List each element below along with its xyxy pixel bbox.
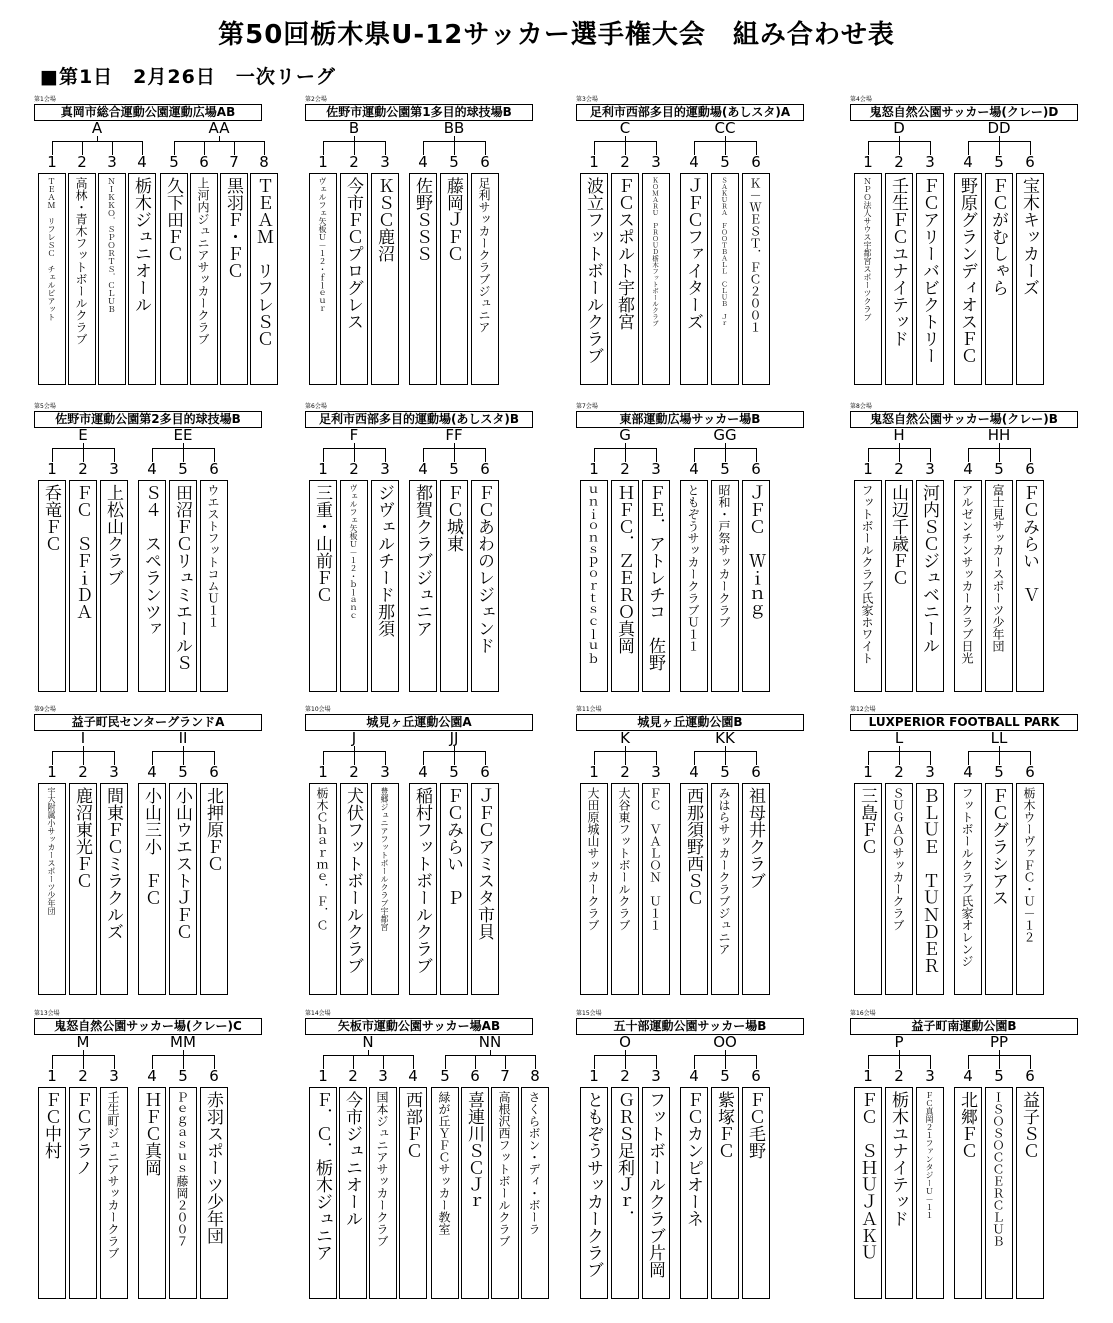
team-name: 栃木ジュニオール xyxy=(128,173,156,385)
team-name: 佐野ＳＳＳ xyxy=(409,173,437,385)
team-number: 4 xyxy=(408,1067,418,1085)
team-name: ＪＦＣアミスタ市貝 xyxy=(471,783,499,995)
group-label: B xyxy=(348,119,360,137)
team-number: 4 xyxy=(963,460,973,478)
team-name: 三重・山前ＦＣ xyxy=(309,480,337,692)
team-name: ＦＣ ＳＦｉＤＡ xyxy=(69,480,97,692)
team-number: 1 xyxy=(318,153,328,171)
venue-name: 佐野市運動公園第1多目的球技場B xyxy=(305,104,533,121)
team-name: 小山三小 ＦＣ xyxy=(138,783,166,995)
team-number: 6 xyxy=(751,153,761,171)
team-name: 赤羽スポーツ少年団 xyxy=(200,1087,228,1299)
group-label: J xyxy=(351,729,357,747)
team-number: 5 xyxy=(449,763,459,781)
venue-name: 矢板市運動公園サッカー場AB xyxy=(305,1018,533,1035)
team-number: 1 xyxy=(863,1067,873,1085)
team-name: ＦＣ毛野 xyxy=(742,1087,770,1299)
team-name: 昭和・戸祭サッカークラブ xyxy=(711,480,739,692)
team-name: ＨＦＣ真岡 xyxy=(138,1087,166,1299)
venue-number: 第7会場 xyxy=(576,403,598,410)
team-number: 6 xyxy=(1025,763,1035,781)
team-number: 5 xyxy=(994,153,1004,171)
team-name: ＴＥＡＭ リフレＳＣ xyxy=(250,173,278,385)
group-label: KK xyxy=(715,729,735,747)
team-number: 3 xyxy=(380,153,390,171)
venue-block xyxy=(305,97,573,407)
group-label: F xyxy=(349,426,359,444)
team-number: 5 xyxy=(720,763,730,781)
team-number: 5 xyxy=(178,460,188,478)
team-number: 5 xyxy=(720,460,730,478)
team-name: 栃木ユナイテッド xyxy=(885,1087,913,1299)
venue-name: 東部運動広場サッカー場B xyxy=(576,411,804,428)
venue-number: 第4会場 xyxy=(850,96,872,103)
team-number: 2 xyxy=(349,460,359,478)
team-number: 3 xyxy=(651,153,661,171)
team-name: フットボールクラブ氏家ホワイト xyxy=(854,480,882,692)
team-number: 4 xyxy=(963,763,973,781)
day-subtitle: ■第1日 2月26日 一次リーグ xyxy=(40,66,336,88)
team-number: 3 xyxy=(925,1067,935,1085)
team-name: 壬生ＦＣユナイテッド xyxy=(885,173,913,385)
team-name: 上松山クラブ xyxy=(100,480,128,692)
page-title: 第50回栃木県U-12サッカー選手権大会 組み合わせ表 xyxy=(218,20,895,50)
team-name: ＮＩＫＫＯ．ＳＰＯＲＴＳ．ＣＬＵＢ xyxy=(98,173,126,385)
team-number: 6 xyxy=(751,460,761,478)
team-number: 8 xyxy=(530,1067,540,1085)
team-name: ともぞうサッカークラブ xyxy=(580,1087,608,1299)
team-name: 栃木Ｃｈａｒｍｅ．Ｆ．Ｃ xyxy=(309,783,337,995)
team-name: 稲村フットボールクラブ xyxy=(409,783,437,995)
team-number: 2 xyxy=(894,460,904,478)
team-name: 豊郷ジュニアフットボールクラブ宇都宮 xyxy=(371,783,399,995)
venue-block xyxy=(305,707,573,1017)
team-name: アルゼンチンサッカークラブ日光 xyxy=(954,480,982,692)
team-number: 6 xyxy=(1025,153,1035,171)
team-number: 6 xyxy=(1025,1067,1035,1085)
team-name: 間東ＦＣミラクルズ xyxy=(100,783,128,995)
venue-block xyxy=(850,707,1113,1017)
team-number: 6 xyxy=(199,153,209,171)
venue-number: 第13会場 xyxy=(34,1010,60,1017)
team-name: ともぞうサッカークラブＵ１１ xyxy=(680,480,708,692)
bracket-bar xyxy=(323,1055,413,1056)
team-name: 西部ＦＣ xyxy=(399,1087,427,1299)
team-name: ＢＬＵＥ ＴＵＮＤＥＲ xyxy=(916,783,944,995)
team-number: 3 xyxy=(109,460,119,478)
team-name: ＳＡＫＵＲＡ ＦＯＯＴＢＡＬＬ ＣＬＵＢ Ｊｒ xyxy=(711,173,739,385)
team-name: ＧＲＳ足利Ｊｒ． xyxy=(611,1087,639,1299)
team-name: 今市ジュニオール xyxy=(339,1087,367,1299)
team-name: ＦＣスポルト宇都宮 xyxy=(611,173,639,385)
team-number: 3 xyxy=(380,763,390,781)
group-label: C xyxy=(619,119,631,137)
venue-block xyxy=(34,404,302,714)
venue-number: 第15会場 xyxy=(576,1010,602,1017)
team-number: 4 xyxy=(418,763,428,781)
team-number: 4 xyxy=(147,1067,157,1085)
team-name: 喜連川ＳＣＪｒ xyxy=(461,1087,489,1299)
team-number: 4 xyxy=(963,153,973,171)
team-number: 2 xyxy=(894,763,904,781)
team-name: 紫塚ＦＣ xyxy=(711,1087,739,1299)
venue-name: 益子町民センターグランドA xyxy=(34,714,262,731)
team-name: ＦＣ真岡２１ファンタジーＵ－１１ xyxy=(916,1087,944,1299)
venue-name: 益子町南運動公園B xyxy=(850,1018,1078,1035)
team-number: 5 xyxy=(720,1067,730,1085)
team-name: 緑が丘ＹＦＣサッカー教室 xyxy=(431,1087,459,1299)
venue-name: 鬼怒自然公園サッカー場(クレー)D xyxy=(850,104,1078,121)
bracket-bar xyxy=(445,1055,535,1056)
team-number: 1 xyxy=(318,1067,328,1085)
group-label: G xyxy=(619,426,631,444)
team-name: ＦＣあわのレジェンド xyxy=(471,480,499,692)
venue-number: 第6会場 xyxy=(305,403,327,410)
team-name: 宝木キッカーズ xyxy=(1016,173,1044,385)
team-number: 3 xyxy=(109,763,119,781)
team-name: ＫＳＣ鹿沼 xyxy=(371,173,399,385)
venue-name: 鬼怒自然公園サッカー場(クレー)C xyxy=(34,1018,262,1035)
team-number: 2 xyxy=(620,763,630,781)
venue-name: 足利市西部多目的運動場(あしスタ)A xyxy=(576,104,804,121)
team-name: ＦＣ ＶＡＬＯＮ Ｕ１１ xyxy=(642,783,670,995)
team-name: ＦＥ．アトレチコ 佐野 xyxy=(642,480,670,692)
team-number: 3 xyxy=(925,763,935,781)
venue-name: 城見ヶ丘運動公園A xyxy=(305,714,533,731)
team-name: ＩＳＯＳＯＣＣＥＲＣＬＵＢ xyxy=(985,1087,1013,1299)
team-number: 7 xyxy=(500,1067,510,1085)
group-label: I xyxy=(80,729,86,747)
team-name: 国本ジュニアサッカークラブ xyxy=(369,1087,397,1299)
team-number: 5 xyxy=(449,460,459,478)
team-number: 1 xyxy=(589,763,599,781)
team-number: 4 xyxy=(418,460,428,478)
venue-block xyxy=(34,97,302,407)
team-name: 山辺千歳ＦＣ xyxy=(885,480,913,692)
group-label: E xyxy=(78,426,88,444)
team-name: Ｋ－ＷＥＳＴ．ＦＣ２００１ xyxy=(742,173,770,385)
venue-number: 第1会場 xyxy=(34,96,56,103)
team-name: 益子ＳＣ xyxy=(1016,1087,1044,1299)
team-name: ＮＰＯ法人サウス宇都宮スポーツクラブ xyxy=(854,173,882,385)
team-name: 高林・青木フットボールクラブ xyxy=(68,173,96,385)
team-number: 6 xyxy=(1025,460,1035,478)
team-number: 6 xyxy=(751,763,761,781)
venue-block xyxy=(850,97,1113,407)
team-number: 3 xyxy=(651,763,661,781)
team-number: 5 xyxy=(994,1067,1004,1085)
group-label: NN xyxy=(478,1033,502,1051)
team-number: 3 xyxy=(925,153,935,171)
team-number: 4 xyxy=(418,153,428,171)
venue-number: 第12会場 xyxy=(850,706,876,713)
team-number: 1 xyxy=(318,763,328,781)
venue-number: 第9会場 xyxy=(34,706,56,713)
team-number: 2 xyxy=(349,153,359,171)
team-number: 4 xyxy=(137,153,147,171)
group-label: BB xyxy=(443,119,465,137)
venue-number: 第3会場 xyxy=(576,96,598,103)
team-name: ＦＣ ＳＨＵＪＡＫＵ xyxy=(854,1087,882,1299)
team-name: 高根沢西フットボールクラブ xyxy=(491,1087,519,1299)
team-number: 6 xyxy=(480,460,490,478)
team-number: 6 xyxy=(480,153,490,171)
team-name: ＦＣ中村 xyxy=(38,1087,66,1299)
team-name: ＦＣグラシアス xyxy=(985,783,1013,995)
team-number: 6 xyxy=(480,763,490,781)
team-number: 3 xyxy=(925,460,935,478)
team-number: 2 xyxy=(78,1067,88,1085)
team-name: ウエストフットコムＵ１１ xyxy=(200,480,228,692)
team-number: 2 xyxy=(620,1067,630,1085)
team-name: ＴＥＡＭ リフレＳＣ チェルビアット xyxy=(38,173,66,385)
team-number: 2 xyxy=(77,153,87,171)
group-label: JJ xyxy=(449,729,459,747)
team-number: 5 xyxy=(178,763,188,781)
team-number: 2 xyxy=(620,153,630,171)
team-number: 1 xyxy=(863,763,873,781)
venue-number: 第5会場 xyxy=(34,403,56,410)
group-label: M xyxy=(76,1033,90,1051)
venue-number: 第2会場 xyxy=(305,96,327,103)
team-name: Ｓ４ スペランツァ xyxy=(138,480,166,692)
group-label: II xyxy=(178,729,188,747)
venue-number: 第14会場 xyxy=(305,1010,331,1017)
team-number: 1 xyxy=(47,763,57,781)
team-number: 5 xyxy=(178,1067,188,1085)
team-name: 北郷ＦＣ xyxy=(954,1087,982,1299)
team-name: ヴェルフェ矢板Ｕ－１２・ｂｌａｎｃ xyxy=(340,480,368,692)
group-label: N xyxy=(362,1033,374,1051)
team-name: ＦＣ城東 xyxy=(440,480,468,692)
team-name: ヴェルフェ矢板Ｕ－１２・ｆｌｅｕｒ xyxy=(309,173,337,385)
bracket-bar xyxy=(174,141,264,142)
team-name: 宇大附属小サッカースポーツ少年団 xyxy=(38,783,66,995)
team-name: 三島ＦＣ xyxy=(854,783,882,995)
team-number: 3 xyxy=(109,1067,119,1085)
team-number: 3 xyxy=(107,153,117,171)
group-label: PP xyxy=(989,1033,1009,1051)
team-name: Ｐｅｇａｓｕｓ藤岡２００７ xyxy=(169,1087,197,1299)
team-number: 3 xyxy=(651,460,661,478)
team-number: 2 xyxy=(620,460,630,478)
team-name: ＪＦＣファイターズ xyxy=(680,173,708,385)
team-number: 1 xyxy=(589,153,599,171)
group-label: K xyxy=(620,729,630,747)
team-name: ジヴェルチード那須 xyxy=(371,480,399,692)
team-name: 犬伏フットボールクラブ xyxy=(340,783,368,995)
group-label: A xyxy=(91,119,103,137)
group-label: O xyxy=(619,1033,631,1051)
team-number: 2 xyxy=(348,1067,358,1085)
team-number: 6 xyxy=(751,1067,761,1085)
team-name: 田沼ＦＣリュミエールＳ xyxy=(169,480,197,692)
team-number: 4 xyxy=(689,460,699,478)
team-name: ＦＣアラノ xyxy=(69,1087,97,1299)
group-label: EE xyxy=(173,426,193,444)
team-number: 5 xyxy=(994,460,1004,478)
team-name: 大田原城山サッカークラブ xyxy=(580,783,608,995)
group-label: D xyxy=(893,119,905,137)
team-number: 1 xyxy=(47,460,57,478)
team-number: 3 xyxy=(378,1067,388,1085)
team-number: 6 xyxy=(470,1067,480,1085)
team-number: 8 xyxy=(259,153,269,171)
team-number: 5 xyxy=(720,153,730,171)
venue-number: 第16会場 xyxy=(850,1010,876,1017)
team-number: 1 xyxy=(863,153,873,171)
team-name: 上河内ジュニアサッカークラブ xyxy=(190,173,218,385)
team-name: 西那須野西ＳＣ xyxy=(680,783,708,995)
venue-name: 鬼怒自然公園サッカー場(クレー)B xyxy=(850,411,1078,428)
team-name: ＦＣアリーバビクトリー xyxy=(916,173,944,385)
team-name: 都賀クラブジュニア xyxy=(409,480,437,692)
team-number: 1 xyxy=(47,153,57,171)
group-label: H xyxy=(893,426,905,444)
team-name: ＪＦＣ Ｗｉｎｇ xyxy=(742,480,770,692)
team-number: 4 xyxy=(147,460,157,478)
team-number: 1 xyxy=(589,1067,599,1085)
team-number: 4 xyxy=(147,763,157,781)
team-number: 1 xyxy=(47,1067,57,1085)
team-number: 4 xyxy=(689,763,699,781)
group-label: DD xyxy=(987,119,1011,137)
venue-name: 城見ヶ丘運動公園B xyxy=(576,714,804,731)
team-number: 6 xyxy=(209,763,219,781)
team-name: フットボールクラブ片岡 xyxy=(642,1087,670,1299)
team-number: 1 xyxy=(318,460,328,478)
team-name: 野原グランディオスＦＣ xyxy=(954,173,982,385)
venue-block xyxy=(576,404,844,714)
venue-block xyxy=(576,97,844,407)
team-name: 河内ＳＣジュベニール xyxy=(916,480,944,692)
team-name: フットボールクラブ氏家オレンジ xyxy=(954,783,982,995)
team-name: 久下田ＦＣ xyxy=(160,173,188,385)
team-name: さくらボン・ディ・ボーラ xyxy=(521,1087,549,1299)
team-name: 壬生町ジュニアサッカークラブ xyxy=(100,1087,128,1299)
team-number: 6 xyxy=(209,1067,219,1085)
team-name: 今市ＦＣプログレス xyxy=(340,173,368,385)
team-name: ＦＣカンピオーネ xyxy=(680,1087,708,1299)
venue-block xyxy=(34,1011,302,1321)
team-number: 2 xyxy=(78,460,88,478)
team-number: 4 xyxy=(963,1067,973,1085)
group-label: LL xyxy=(990,729,1008,747)
team-name: ＦＣがむしゃら xyxy=(985,173,1013,385)
venue-number: 第8会場 xyxy=(850,403,872,410)
team-name: ＨＦＣ．ＺＥＲＯ真岡 xyxy=(611,480,639,692)
team-number: 1 xyxy=(863,460,873,478)
team-number: 5 xyxy=(440,1067,450,1085)
group-label: OO xyxy=(713,1033,737,1051)
group-label: MM xyxy=(170,1033,196,1051)
team-number: 2 xyxy=(78,763,88,781)
team-number: 5 xyxy=(449,153,459,171)
team-name: 北押原ＦＣ xyxy=(200,783,228,995)
team-number: 6 xyxy=(209,460,219,478)
team-name: 富士見サッカースポーツ少年団 xyxy=(985,480,1013,692)
venue-name: 佐野市運動公園第2多目的球技場B xyxy=(34,411,262,428)
venue-number: 第11会場 xyxy=(576,706,602,713)
team-name: ＫＯＭＡＲＵ ＰＲＯＵＤ栃木フットボールクラブ xyxy=(642,173,670,385)
venue-number: 第10会場 xyxy=(305,706,331,713)
team-name: 小山ウエストＪＦＣ xyxy=(169,783,197,995)
team-number: 3 xyxy=(380,460,390,478)
venue-name: 真岡市総合運動公園運動広場AB xyxy=(34,104,262,121)
team-name: 藤岡ＪＦＣ xyxy=(440,173,468,385)
group-label: P xyxy=(894,1033,904,1051)
venue-block xyxy=(850,1011,1113,1321)
team-name: ｕｎｉｏｎｓｐｏｒｔｓｃｌｕｂ xyxy=(580,480,608,692)
team-name: 呑竜ＦＣ xyxy=(38,480,66,692)
team-number: 2 xyxy=(894,1067,904,1085)
team-name: ＦＣみらい Ｐ xyxy=(440,783,468,995)
team-name: 足利サッカークラブジュニア xyxy=(471,173,499,385)
group-label: FF xyxy=(445,426,463,444)
team-number: 4 xyxy=(689,153,699,171)
team-number: 7 xyxy=(229,153,239,171)
venue-block xyxy=(576,1011,844,1321)
venue-name: LUXPERIOR FOOTBALL PARK xyxy=(850,714,1078,731)
team-name: ＦＣみらい Ｖ xyxy=(1016,480,1044,692)
venue-name: 五十部運動公園サッカー場B xyxy=(576,1018,804,1035)
team-name: 大谷東フットボールクラブ xyxy=(611,783,639,995)
team-number: 2 xyxy=(894,153,904,171)
venue-block xyxy=(576,707,844,1017)
group-label: AA xyxy=(208,119,230,137)
bracket-bar xyxy=(52,141,142,142)
team-number: 1 xyxy=(589,460,599,478)
group-label: CC xyxy=(714,119,736,137)
venue-block xyxy=(305,1011,573,1321)
team-name: 波立フットボールクラブ xyxy=(580,173,608,385)
team-number: 4 xyxy=(689,1067,699,1085)
group-label: L xyxy=(894,729,904,747)
venue-block xyxy=(305,404,573,714)
team-name: みはらサッカークラブジュニア xyxy=(711,783,739,995)
team-number: 2 xyxy=(349,763,359,781)
team-name: 鹿沼東光ＦＣ xyxy=(69,783,97,995)
team-name: Ｆ．Ｃ．栃木ジュニア xyxy=(309,1087,337,1299)
team-name: ＳＵＧＡＯサッカークラブ xyxy=(885,783,913,995)
team-number: 5 xyxy=(169,153,179,171)
group-label: HH xyxy=(987,426,1011,444)
team-name: 栃木ウーヴァＦＣ・Ｕ－１２ xyxy=(1016,783,1044,995)
team-name: 黒羽Ｆ・ＦＣ xyxy=(220,173,248,385)
team-name: 祖母井クラブ xyxy=(742,783,770,995)
venue-block xyxy=(850,404,1113,714)
group-label: GG xyxy=(713,426,737,444)
venue-block xyxy=(34,707,302,1017)
team-number: 5 xyxy=(994,763,1004,781)
venue-name: 足利市西部多目的運動場(あしスタ)B xyxy=(305,411,533,428)
team-number: 3 xyxy=(651,1067,661,1085)
